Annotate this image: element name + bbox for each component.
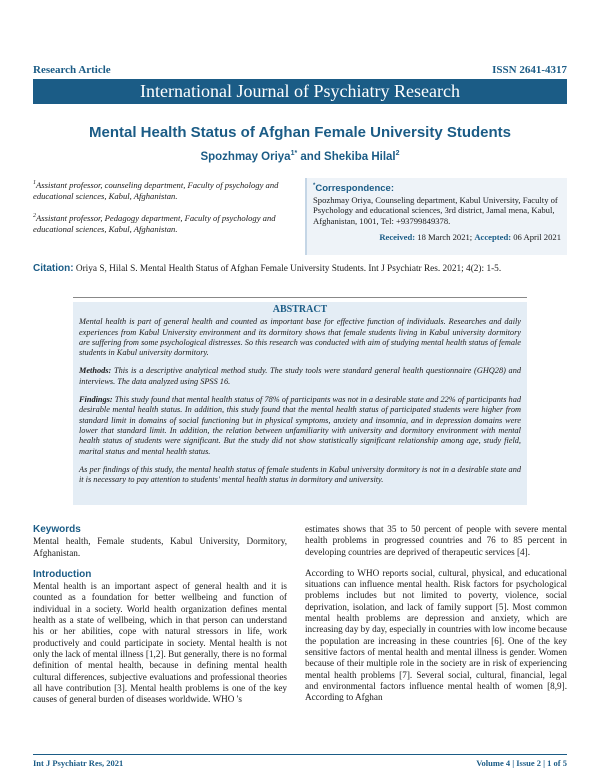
abstract-conclusion: As per findings of this study, the mental health status of female students in Kabul university dormitory is not in a desirable state and it is necessary to pay attention to students' mental health status in dormitory and university.: [79, 464, 521, 485]
footer-journal: Int J Psychiatr Res, 2021: [33, 758, 124, 768]
author-2: Shekiba Hilal: [324, 150, 396, 163]
affiliation-1-text: Assistant professor, counseling department, Faculty of psychology and educational sciences, Kabul, Afghanistan.: [33, 179, 279, 201]
received-date: 18 March 2021;: [417, 231, 473, 242]
findings-label: Findings:: [79, 395, 113, 405]
abstract-findings: [79, 395, 521, 457]
footer-volume: Volume 4 | Issue 2 | 1 of 5: [476, 758, 567, 768]
received-label: Received:: [379, 231, 416, 242]
citation: [33, 263, 567, 274]
citation-text: Oriya S, Hilal S. Mental Health Status of Afghan Female University Students. Int J Psychiatr Res. 2021; 4(2): 1-5.: [75, 264, 502, 274]
affiliation-2: [33, 211, 291, 235]
correspondence-box: [305, 178, 567, 255]
issn: ISSN 2641-4317: [492, 64, 567, 76]
introduction-paragraph: Mental health is an important aspect of general health and it is counted as a foundation for better wellbeing and function of individual in a society. World health organization defines mental health as a state of wellbeing, which in that person can understand his or her abilities, cope with natural stressors in life, work productively and could participate in society. Mental health is not only the lack of mental illness [1,2]. But generally, there is no formal definition of mental health, because in defining mental health cultural differences, subjective evaluations and professional theories all have contribution [3]. Mental health problems is one of the key causes of general burden of diseases worldwide. WHO 's: [33, 581, 287, 705]
right-paragraph-2: According to WHO reports social, cultural, physical, and educational situations can influence mental health. Risk factors for psychological problems includes but not limited to poverty, violence, social deprivation, isolation, and lack of family support [5]. Most common mental health problems are depression and anxiety, which are increasing day by day, especially in countries with low income because the population are increasing in these countries [6]. One of the key sensitive factors of mental health and mental illness is gender. Women because of their multiple role in the society are in risk of experiencing mental health problems [7]. Several social, cultural, financial, legal and environmental factors influence mental health of women [8,9]. According to Afghan: [305, 567, 567, 703]
abstract-heading: ABSTRACT: [272, 304, 328, 315]
affiliation-1-sup: 1: [33, 180, 36, 186]
abstract-box: [73, 302, 527, 505]
article-type: Research Article: [33, 64, 111, 76]
author-1-sup: 1*: [290, 150, 298, 157]
correspondence-sup: *: [313, 183, 316, 189]
page-footer: [33, 754, 567, 768]
right-paragraph-1: estimates shows that 35 to 50 percent of people with severe mental health problems in progressed countries and 76 to 85 percent in developing countries are deprived of therapeutic services [4].: [305, 524, 567, 557]
accepted-label: Accepted:: [474, 231, 512, 242]
affiliation-2-text: Assistant professor, Pedagogy department, Faculty of psychology and educational sciences, Kabul, Afghanistan.: [33, 212, 276, 234]
right-column: [305, 524, 567, 713]
correspondence-body: Spozhmay Oriya, Counseling department, Kabul University, Faculty of Psychology and educational sciences, 3rd district, Jamal mena, Kabul, Afghanistan, 1001, Tel: +93799849378.: [313, 194, 558, 226]
paper-title: Mental Health Status of Afghan Female University Students: [88, 124, 511, 141]
citation-label: Citation:: [33, 263, 74, 274]
keywords-heading: Keywords: [33, 524, 81, 535]
introduction-heading: Introduction: [33, 568, 92, 580]
authors: [33, 150, 567, 163]
abstract-rule: [73, 297, 527, 298]
correspondence-label: Correspondence:: [315, 183, 394, 195]
abstract-intro: Mental health is part of general health and counted as important base for effective function of individuals. Researches and daily experiences from Kabul University environment and its dormitory shows that female students living in Kabul university dormitory are suffering from some psychological distresses. So this research was conducted with aim of studying mental health status of female students in Kabul university dormitory.: [79, 317, 521, 358]
affiliations: [33, 178, 291, 244]
author-2-sup: 2: [395, 150, 400, 157]
journal-title-bar: International Journal of Psychiatry Research: [33, 79, 567, 104]
accepted-date: 06 April 2021: [513, 231, 561, 242]
methods-text: This is a descriptive analytical method study. The study tools were standard general health questionnaire (GHQ28) and interviews. The data analyzed using SPSS 16.: [79, 366, 521, 386]
author-1: Spozhmay Oriya: [200, 150, 291, 163]
methods-label: Methods:: [79, 366, 112, 376]
correspondence-title: [313, 181, 561, 195]
affiliation-2-sup: 2: [33, 212, 36, 219]
findings-text: This study found that mental health status of 78% of participants was not in a desirable state and 22% of participants had desirable mental health status. In addition, this study found that the mental health status of participated students were higher from standard limit in domains of social functioning but in physical symptoms, anxiety and insomnia, and in depression domains were lower that standard limit. In addition, the relation between unfamiliarity with university and dormitory environment with mental health status of students were significant. But the study did not show statistically significant relationship among age, study field, marital status and mental health status.: [79, 395, 521, 456]
author-connector: and: [297, 150, 325, 163]
keywords-text: Mental health, Female students, Kabul University, Dormitory, Afghanistan.: [33, 536, 287, 558]
correspondence-dates: [313, 232, 561, 243]
left-column: [33, 524, 287, 715]
abstract-methods: [79, 366, 521, 387]
affiliation-1: [33, 178, 291, 202]
